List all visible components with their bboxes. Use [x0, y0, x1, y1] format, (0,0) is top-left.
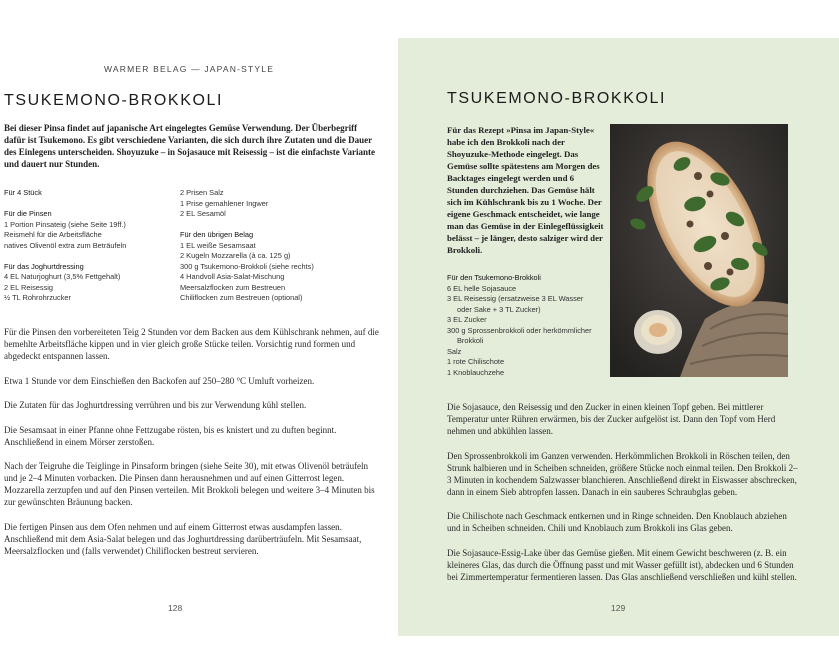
instruction-paragraph: Nach der Teigruhe die Teiglinge in Pinsaform bringen (siehe Seite 30), mit etwas Olivenöl beträufeln und je 2–4 Minuten vorbacken. Die Pinsen dann herausnehmen und auf einen Gitterrost legen. Mozzarella zerzupfen und auf den Pinsen verteilen. Mit Brokkoli belegen und weitere 3–4 Minuten bis zur gewünschten Bräunung backen. — [4, 461, 375, 507]
instruction-paragraph: Die Sojasauce, den Reisessig und den Zucker in einen kleinen Topf geben. Bei mittlerer Temperatur unter Rühren erwärmen, bis der Zucker aufgelöst ist. Dann den Topf vom Herd nehmen und abkühlen lassen. — [447, 402, 776, 436]
section-header: WARMER BELAG — JAPAN-STYLE — [104, 64, 275, 74]
ingredient-line: Brokkoli — [457, 336, 484, 345]
ingredient-line: Salz — [447, 346, 462, 356]
instruction-paragraph: Die Zutaten für das Joghurtdressing verrühren und bis zur Verwendung kühl stellen. — [4, 400, 307, 410]
ingredients-right — [447, 273, 612, 378]
ingredient-heading: Für 4 Stück — [4, 188, 42, 197]
ingredient-line: 1 EL weiße Sesamsaat — [180, 240, 256, 250]
ingredient-line: 6 EL helle Sojasauce — [447, 283, 517, 293]
intro-text-left: Bei dieser Pinsa findet auf japanische Art eingelegtes Gemüse Verwendung. Der Überbegriff dafür ist Tsukemono. Es gibt verschiedene Varianten, die sich durch ihre Zutaten und die Dauer des Einlegens unterscheiden. Shoyuzuke – in Sojasauce mit Reisessig – ist die einfachste Variante und dauert nur Stunden. — [4, 123, 376, 169]
ingredient-line: oder Sake + 3 TL Zucker) — [457, 304, 541, 314]
ingredient-line: 1 rote Chilischote — [447, 357, 505, 366]
ingredient-line: 300 g Sprossenbrokkoli oder herkömmlicher — [447, 325, 592, 335]
instruction-paragraph: Die fertigen Pinsen aus dem Ofen nehmen und auf einem Gitterrost etwas ausdampfen lassen. Anschließend mit dem Asia-Salat belegen und das Joghurtdressing darüberträufeln. Mit Sesamsaat, Meersalzflocken und (falls verwendet) Chiliflocken bestreut servieren. — [4, 521, 362, 556]
ingredient-line: 3 EL Zucker — [447, 315, 487, 324]
pinsa-photo-illustration — [610, 124, 788, 377]
ingredients-column-2 — [180, 188, 380, 304]
intro-text-right: Für das Rezept »Pinsa im Japan-Style« habe ich den Brokkoli nach der Shoyuzuke-Methode eingelegt. Das Gemüse sollte spätestens am Morgen des Backtages eingelegt werden und 6 Stunden durchziehen. Das Gemüse hält sich im Kühlschrank bis zu 1 Woche. Der eigene Geschmack entscheidet, wie lange man das Gemüse in der Einlegeflüssigkeit belässt – je länger, desto salziger wird der Brokkoli. — [447, 125, 604, 255]
instructions-right — [447, 401, 802, 595]
ingredient-heading: Für die Pinsen — [4, 209, 52, 218]
ingredient-line: Reismehl für die Arbeitsfläche — [4, 230, 102, 239]
page-title-left: TSUKEMONO-BROKKOLI — [4, 92, 224, 109]
ingredient-line: 3 EL Reisessig (ersatzweise 3 EL Wasser — [447, 294, 584, 303]
ingredient-line: 1 Portion Pinsateig (siehe Seite 19ff.) — [4, 219, 126, 229]
ingredient-line: 4 Handvoll Asia-Salat-Mischung — [180, 272, 285, 281]
ingredient-line: 2 Prisen Salz — [180, 188, 224, 197]
ingredient-line: 2 EL Reisessig — [4, 282, 54, 292]
spacer — [180, 220, 380, 231]
ingredient-heading: Für den übrigen Belag — [180, 230, 254, 239]
ingredient-heading: Für das Joghurtdressing — [4, 261, 84, 271]
instruction-paragraph: Die Chilischote nach Geschmack entkernen und in Ringe schneiden. Den Knoblauch abziehen und in Scheiben schneiden. Chili und Knoblauch zum Brokkoli ins Glas geben. — [447, 511, 787, 533]
page-title-right: TSUKEMONO-BROKKOLI — [447, 90, 667, 107]
pinsa-photo — [610, 124, 788, 377]
page-number-right: 129 — [611, 603, 626, 613]
instruction-paragraph: Die Sesamsaat in einer Pfanne ohne Fettzugabe rösten, bis es knistert und zu duften beginnt. Anschließend in einem Mörser zerstoßen. — [4, 424, 337, 447]
ingredients-column-1 — [4, 188, 174, 304]
ingredient-line: Chiliflocken zum Bestreuen (optional) — [180, 293, 303, 302]
spacer — [4, 199, 174, 210]
ingredient-line: ½ TL Rohrohrzucker — [4, 293, 71, 302]
ingredient-heading: Für den Tsukemono-Brokkoli — [447, 273, 541, 282]
instruction-paragraph: Für die Pinsen den vorbereiteten Teig 2 Stunden vor dem Backen aus dem Kühlschrank nehmen, auf die bemehlte Arbeitsfläche kippen und in vier gleich große Stücke teilen. Vorsichtig rund formen und abgedeckt entspannen lassen. — [4, 327, 379, 361]
instruction-paragraph: Etwa 1 Stunde vor dem Einschießen den Backofen auf 250–280 °C Umluft vorheizen. — [4, 375, 315, 386]
ingredient-line: natives Olivenöl extra zum Beträufeln — [4, 240, 127, 250]
page-number-left: 128 — [168, 603, 183, 613]
ingredient-line: 1 Prise gemahlener Ingwer — [180, 198, 269, 208]
spacer — [4, 251, 174, 262]
ingredient-line: 1 Knoblauchzehe — [447, 367, 505, 377]
ingredient-line: 2 Kugeln Mozzarella (à ca. 125 g) — [180, 251, 291, 260]
ingredient-line: Meersalzflocken zum Bestreuen — [180, 282, 286, 292]
ingredient-line: 4 EL Naturjoghurt (3,5% Fettgehalt) — [4, 272, 121, 281]
instruction-paragraph: Die Sojasauce-Essig-Lake über das Gemüse gießen. Mit einem Gewicht beschweren (z. B. ein kleineres Glas, das durch die Öffnung passt und mit Wasser gefüllt ist), abdecken und 6 Stunden bei Zimmertemperatur fermentieren lassen. Das Glas anschließend verschließen und kühl stellen. — [447, 547, 797, 582]
ingredient-line: 2 EL Sesamöl — [180, 209, 226, 218]
instructions-left — [4, 326, 382, 569]
instruction-paragraph: Den Sprossenbrokkoli im Ganzen verwenden. Herkömmlichen Brokkoli in Röschen teilen, den Strunk halbieren und in Scheiben schneiden, größere Stücke noch einmal teilen. Den Brokkoli 2–3 Minuten in kochendem Salzwasser blanchieren. Anschließend direkt in Eiswasser abschrecken, dann in einem Sieb abtropfen lassen. Danach in ein sauberes Schraubglas geben. — [447, 450, 798, 497]
ingredient-line: 300 g Tsukemono-Brokkoli (siehe rechts) — [180, 261, 314, 271]
